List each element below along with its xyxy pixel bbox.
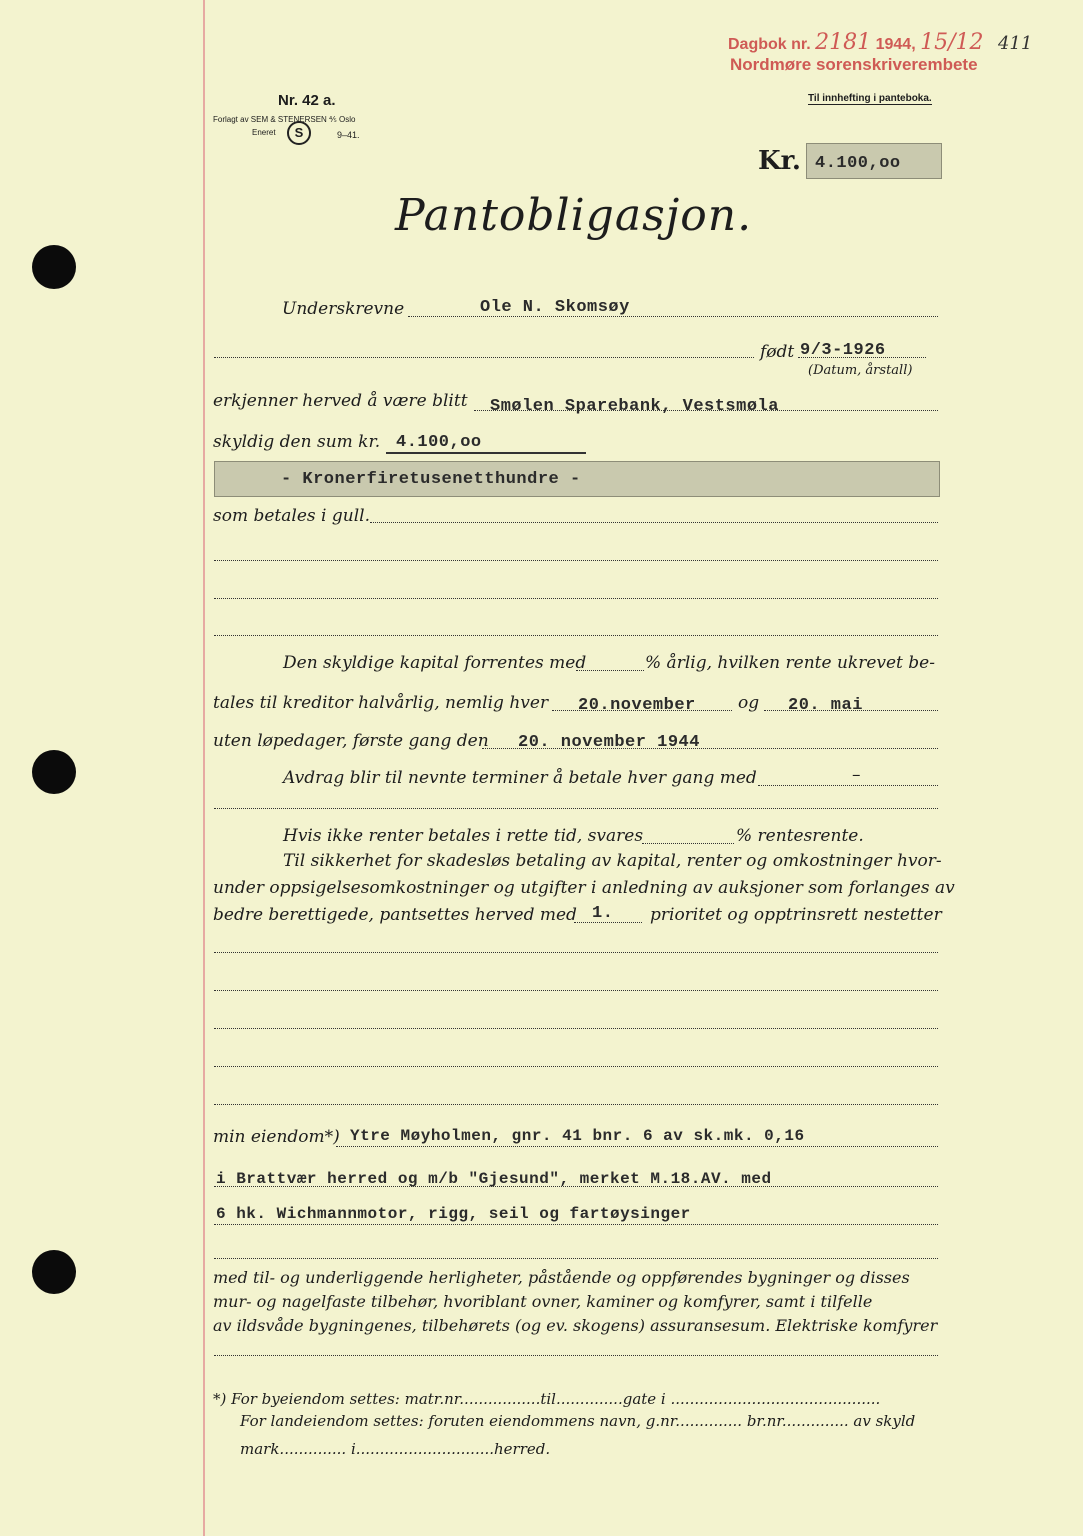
publisher-logo: S [287,121,311,145]
margin-rule [203,0,205,1536]
undersigned-label: Underskrevne [282,299,405,319]
security-line-2: Til sikkerhet for skadesløs betaling av kapital, renter og omkostninger hvor- [283,851,942,871]
interest-date-1: 20.november [578,696,696,715]
sum-words-box [214,461,940,497]
dotted-line [214,1355,938,1356]
footnote-line-1: *) For byeiendom settes: matr.nr.................til..............gate i ............................................ [213,1390,881,1408]
footnote-line-3: mark.............. i.............................herred. [240,1440,551,1458]
kr-amount: 4.100,oo [815,154,901,173]
dotted-line [214,1258,938,1259]
security-line-4a: bedre berettigede, pantsettes herved med [213,905,577,925]
installment-dash: – [852,765,861,785]
dotted-line [214,560,938,561]
page-number: 411 [997,33,1033,54]
dotted-line [214,990,938,991]
priority-value: 1. [592,904,614,923]
amount-box [806,143,942,179]
edition-text: 9–41. [337,130,360,140]
rights-line-1: med til- og underliggende herligheter, påstående og oppførendes bygninger og disses [213,1268,910,1287]
born-value: 9/3-1926 [800,341,886,360]
security-line-1a: Hvis ikke renter betales i rette tid, svares [283,826,644,846]
dotted-line [214,357,754,358]
dotted-line [642,843,734,844]
sum-label: skyldig den sum kr. [213,432,381,452]
undersigned-value: Ole N. Skomsøy [480,298,630,317]
binding-note: Til innhefting i panteboka. [808,93,932,104]
dagbok-label: Dagbok nr. [728,36,811,53]
interest-line-3a: uten løpedager, første gang den [213,731,489,751]
dotted-line [214,1066,938,1067]
punch-hole [32,1250,76,1294]
dagbok-stamp [728,30,1032,55]
acknowledge-label: erkjenner herved å være blitt [213,391,468,411]
punch-hole [32,245,76,289]
security-line-1b: % rentesrente. [736,826,864,846]
sum-words: - Kronerfiretusenetthundre - [281,470,581,489]
rights-line-2: mur- og nagelfaste tilbehør, hvoriblant ovner, kaminer og komfyrer, samt i tilfelle [213,1292,873,1311]
gold-label: som betales i gull. [213,506,370,526]
dotted-line [214,1028,938,1029]
exclusive-text: Eneret [252,128,276,137]
dotted-line [576,670,644,671]
dotted-line [214,635,938,636]
dotted-line [214,1104,938,1105]
publisher-line: Forlagt av SEM & STENERSEN ⅘ Oslo [213,115,356,124]
interest-line-1b: % årlig, hvilken rente ukrevet be- [645,653,935,673]
dotted-line [214,952,938,953]
document-title: Pantobligasjon. [395,190,753,241]
dotted-line [214,808,938,809]
dotted-line [214,1224,938,1225]
sum-value: 4.100,oo [396,433,482,452]
security-line-4b: prioritet og opptrinsrett nestetter [650,905,942,925]
interest-line-2a: tales til kreditor halvårlig, nemlig hver [213,693,549,713]
creditor-value: Smølen Sparebank, Vestsmøla [490,397,779,416]
rights-line-3: av ildsvåde bygningenes, tilbehørets (og ev. skogens) assuransesum. Elektriske komfyrer [213,1316,938,1335]
footnote-line-2: For landeiendom settes: foruten eiendommens navn, g.nr.............. br.nr.............. av skyld [240,1412,916,1430]
dotted-line [758,785,938,786]
dotted-line [370,522,938,523]
property-line-2: i Brattvær herred og m/b "Gjesund", merket M.18.AV. med [216,1170,772,1188]
born-label: født [760,342,795,362]
property-line-3: 6 hk. Wichmannmotor, rigg, seil og fartøysinger [216,1205,691,1223]
dagbok-number: 2181 [815,30,872,55]
office-stamp: Nordmøre sorenskriverembete [730,55,978,74]
punch-hole [32,750,76,794]
born-hint: (Datum, årstall) [808,363,913,378]
interest-date-2: 20. mai [788,696,863,715]
dotted-line [336,1146,938,1147]
interest-line-1a: Den skyldige kapital forrentes med [283,653,587,673]
dagbok-date: 15/12 [920,30,984,55]
form-number: Nr. 42 a. [278,92,336,109]
installment-line: Avdrag blir til nevnte terminer å betale hver gang med [283,768,757,788]
property-line-1: Ytre Møyholmen, gnr. 41 bnr. 6 av sk.mk. 0,16 [350,1127,805,1145]
first-payment-date: 20. november 1944 [518,733,700,752]
security-line-3: under oppsigelsesomkostninger og utgifter i anledning av auksjoner som forlanges av [213,878,955,898]
kr-label: Kr. [758,146,801,176]
dotted-line [214,598,938,599]
dagbok-year: 1944, [875,36,916,53]
sum-underline [386,452,586,454]
property-label: min eiendom*) [213,1127,340,1147]
interest-og: og [738,693,760,713]
